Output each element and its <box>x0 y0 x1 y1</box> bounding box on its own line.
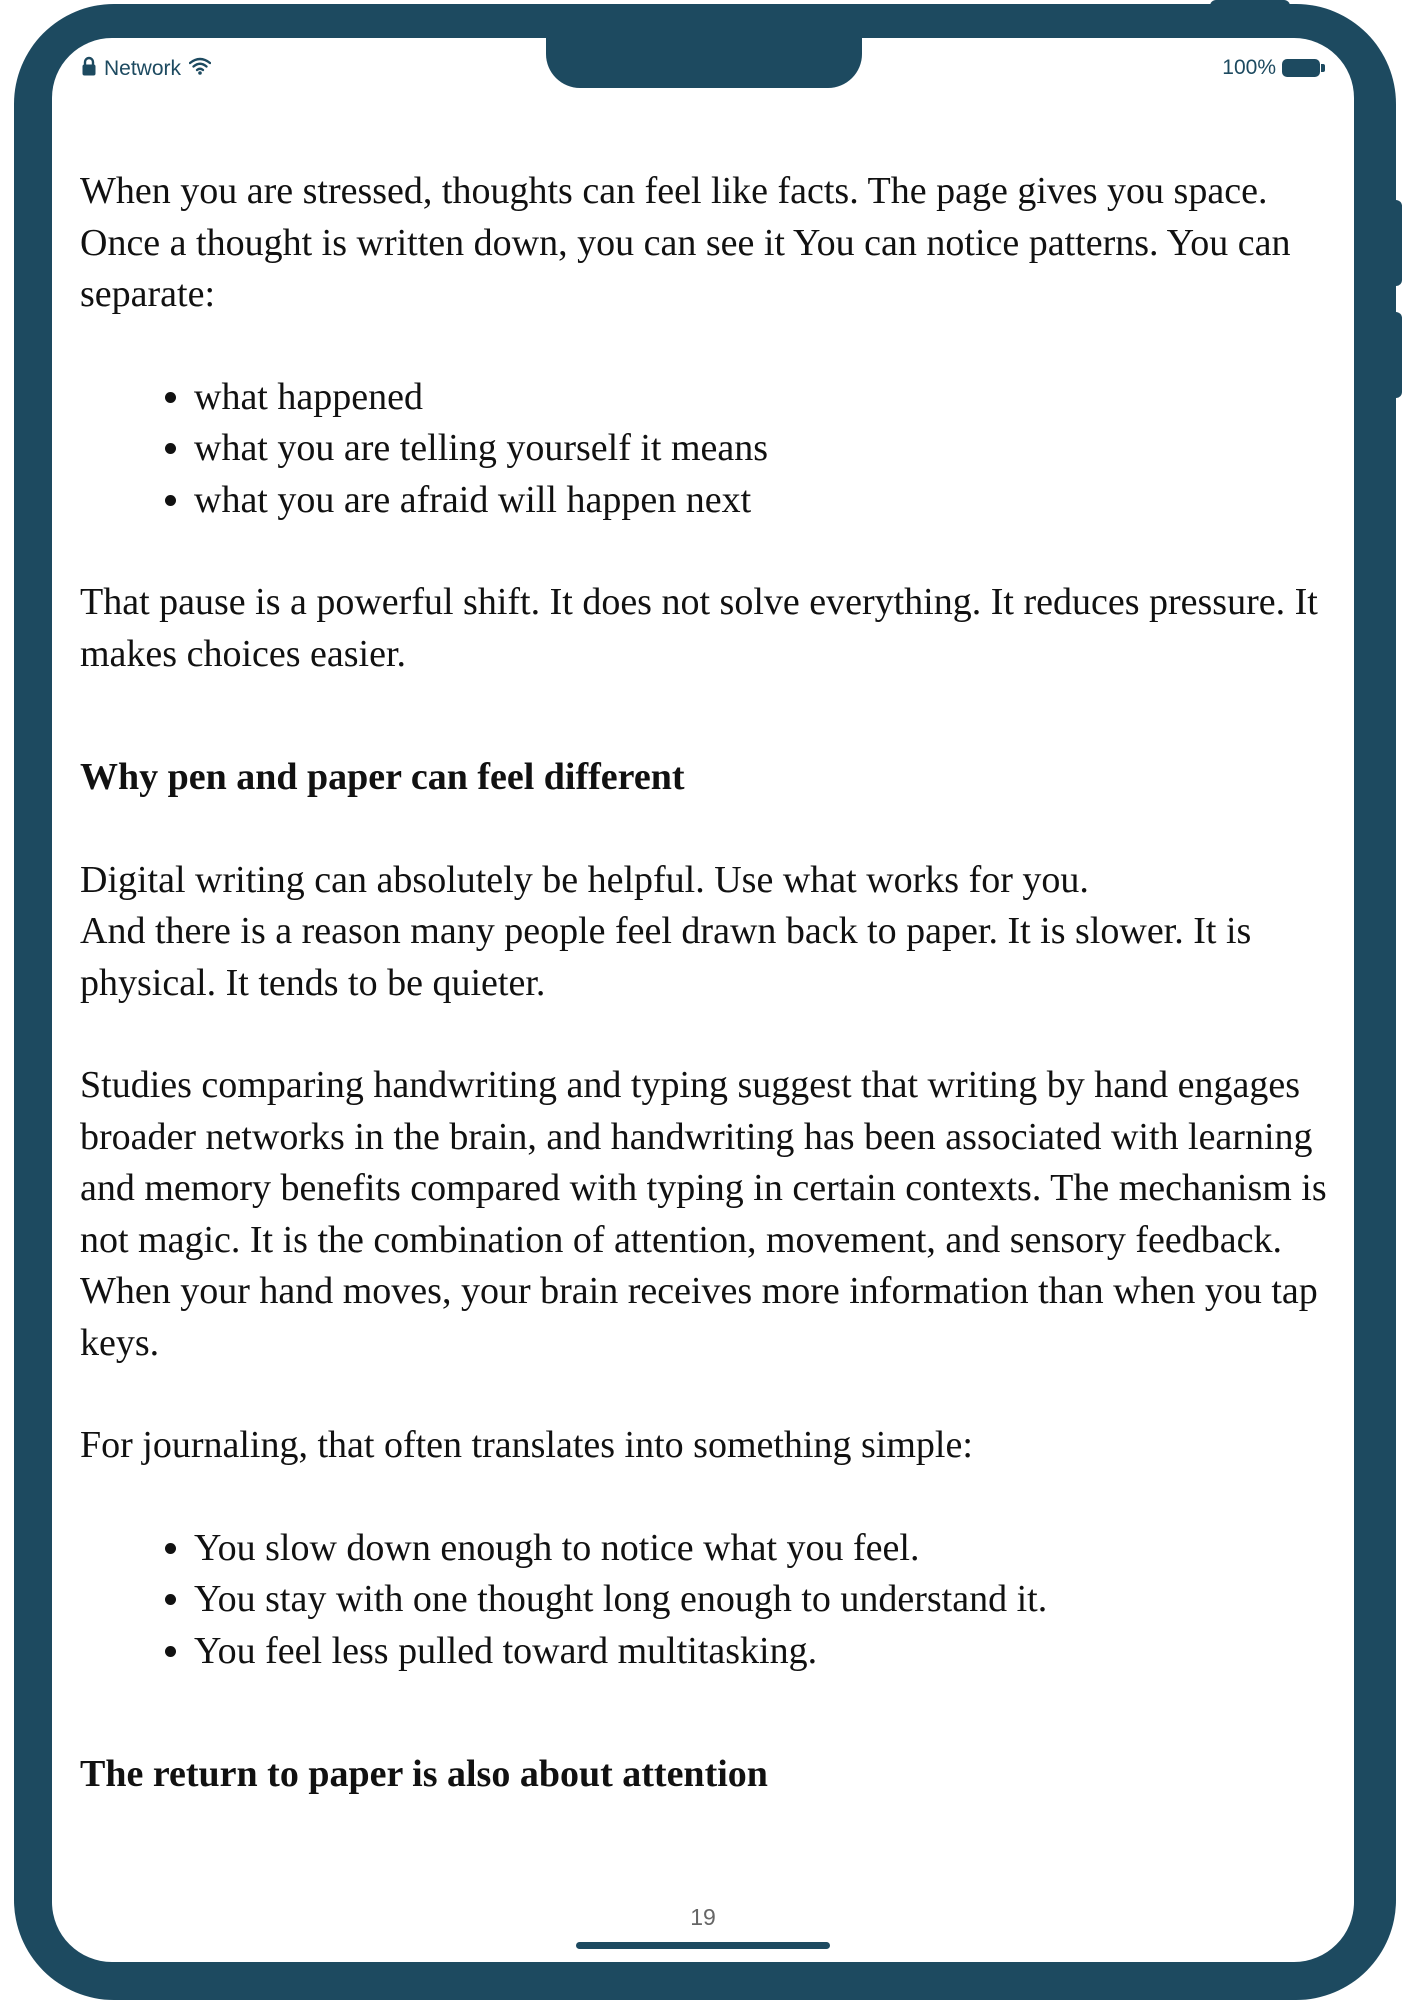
paragraph: For journaling, that often translates into something simple: <box>80 1424 973 1466</box>
list-item: • You slow down enough to notice what you feel. <box>194 1523 1330 1575</box>
volume-down-button <box>1386 312 1402 398</box>
paragraph-line: And there is a reason many people feel drawn back to paper. It is slower. It is physical. It tends to be quieter. <box>80 910 1252 1004</box>
list-item: • what you are telling yourself it means <box>194 423 1330 475</box>
battery-percent: 100% <box>1222 56 1276 79</box>
battery-icon <box>1282 59 1320 77</box>
paragraph: Studies comparing handwriting and typing suggest that writing by hand engages broader networks in the brain, and handwriting has been associated with learning and memory benefits compared with typing in certain contexts. The mechanism is not magic. It is the combination of attention, movement, and sensory feedback. When your hand moves, your brain receives more information than when you tap keys. <box>80 1064 1327 1364</box>
section-heading: Why pen and paper can feel different <box>80 756 685 798</box>
book-page-content <box>80 166 1330 1852</box>
bullet-list <box>80 1523 1330 1678</box>
status-bar <box>52 38 1354 98</box>
list-item: • You stay with one thought long enough to understand it. <box>194 1574 1330 1626</box>
home-indicator[interactable] <box>576 1942 830 1949</box>
page-number: 19 <box>690 1904 716 1930</box>
status-left <box>82 56 211 82</box>
status-right <box>1222 56 1320 80</box>
paragraph: When you are stressed, thoughts can feel like facts. The page gives you space. Once a thought is written down, you can see it You can notice patterns. You can separate: <box>80 170 1291 315</box>
bullet-list <box>80 372 1330 527</box>
reader-screen[interactable] <box>52 38 1354 1962</box>
wifi-icon <box>189 57 211 81</box>
power-button <box>1210 0 1290 10</box>
list-item: • You feel less pulled toward multitasking. <box>194 1626 1330 1678</box>
paragraph-line: Digital writing can absolutely be helpful. Use what works for you. <box>80 858 1089 901</box>
network-label: Network <box>104 57 182 80</box>
section-heading: The return to paper is also about attention <box>80 1753 768 1795</box>
paragraph <box>80 855 1330 1010</box>
list-item: • what you are afraid will happen next <box>194 475 1330 527</box>
list-item: • what happened <box>194 372 1330 424</box>
paragraph: That pause is a powerful shift. It does not solve everything. It reduces pressure. It makes choices easier. <box>80 581 1318 675</box>
volume-up-button <box>1386 200 1402 286</box>
lock-icon <box>82 56 96 82</box>
